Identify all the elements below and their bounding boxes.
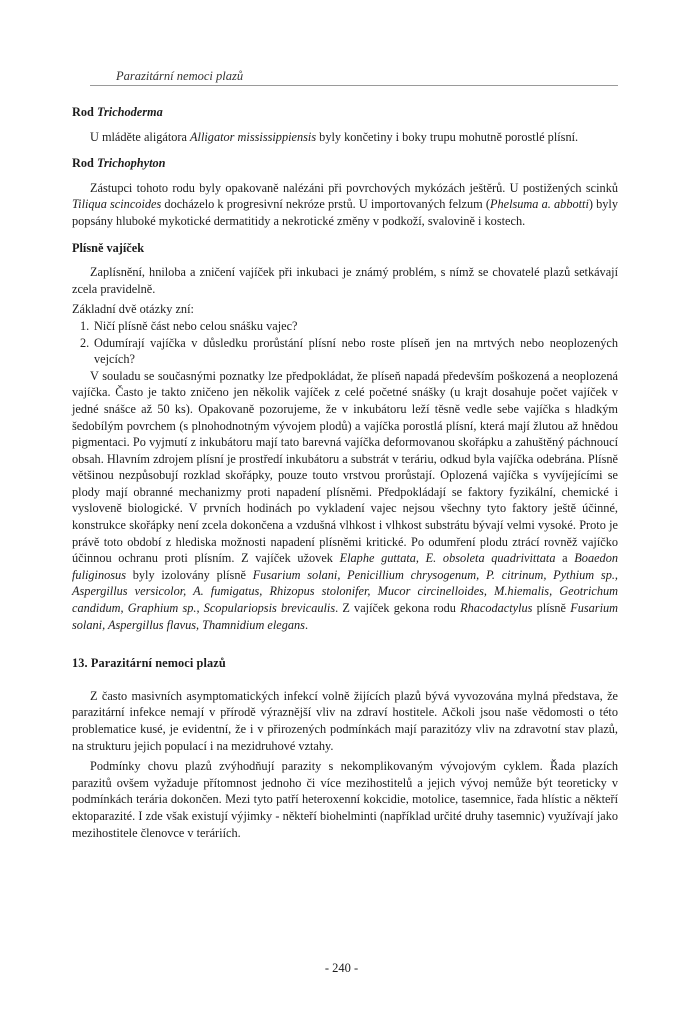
paragraph-chapter-2: Podmínky chovu plazů zvýhodňují parazity s nekomplikovaným vývojovým cyklem. Řada plazích parazitů ovšem vyžaduje přítomnost jednoho či více mezihostitelů a jejich vývoj nemůže být teoreticky v podmínkách terária dokončen. Mezi tyto patří heteroxenní kokcidie, motolice, tasemnice, řada hlístic a někteří ektoparazité. I zde však existují výjimky - někteří biohelminti (například určité druhy tasemnic) využívají jako mezihostitele členovce v teráriích. xyxy=(72,759,618,840)
text-run: U mláděte aligátora xyxy=(90,129,191,144)
paragraph-trichophyton xyxy=(72,180,618,230)
heading-genus: Trichoderma xyxy=(96,105,163,119)
species-name: Alligator mississippiensis xyxy=(190,129,317,144)
text-run: byly izolovány plísně xyxy=(125,567,253,582)
species-name: Phelsuma a. abbotti xyxy=(489,197,589,212)
paragraph-plisne-intro: Zaplísnění, hniloba a zničení vajíček při inkubaci je známý problém, s nímž se chovatelé plazů setkávají zcela pravidelně. xyxy=(72,265,618,296)
text-run: . Z vajíček gekona rodu xyxy=(335,601,461,616)
list-text: Odumírají vajíčka v důsledku prorůstání plísní nebo roste plíseň jen na mrtvých nebo neoplozených vejcích? xyxy=(94,335,618,367)
species-name: Fusarium solani, Penicillium chrysogenum, P. citrinum, Pythium sp., Aspergillus versicolor, A. fumigatus, Rhizopus stolonifer, Mucor circinelloides, M.hiemalis, Geotrichum candidum, Graphium sp., Scopulariopsis brevicaulis xyxy=(72,567,618,616)
text-run: . xyxy=(304,617,309,632)
paragraph-plisne-main xyxy=(72,368,618,634)
text-run: ) byly popsány hluboké mykotické dermatitidy a nekrotické změny v podkoží, svalovině i kostech. xyxy=(72,197,618,228)
list-number: 2. xyxy=(80,335,90,350)
species-name: Tiliqua scincoides xyxy=(72,197,162,212)
text-run: a xyxy=(555,551,575,566)
chapter-heading: 13. Parazitární nemoci plazů xyxy=(72,656,226,671)
list-text: Ničí plísně část nebo celou snášku vajec? xyxy=(94,318,298,333)
species-name: Fusarium solani, Aspergillus flavus, Thamnidium elegans xyxy=(72,601,619,632)
text-run: plísně xyxy=(532,601,571,616)
page-content xyxy=(72,104,618,841)
text-run: V souladu se současnými poznatky lze předpokládat, že plíseň napadá především poškozená a neoplozená vajíčka. Často je takto zničeno jen několik vajíček z celé početné snášky (u krajt dosahuje počet vajíček v jedné snášce až 50 ks). Opakovaně pozorujeme, že v inkubátoru leží těsně vedle sebe vajíčka s hladkým šedobílým povrchem (s plnohodnotným vývojem plodů) a vajíčka porostlá plísní, která mají žlutou až hnědou pigmentaci. Po vyjmutí z inkubátoru mají tato barevná vajíčka deformovanou skořápku a zahuštěný páchnoucí obsah. Hlavním zdrojem plísní je prostředí inkubátoru a substrát v teráriu, odkud byla vajíčka odebrána. Plísně většinou nezpůsobují rozklad skořápky, pouze touto vrstvou prorůstají. Oplozená vajíčka s vyvíjejícími se plody mají obranné mechanizmy proti napadení plísněmi. Předpokládají se faktory fyzikální, chemické i vysloveně biologické. V prvních hodinách po vykladení vajec nejsou všechny tyto faktory ještě účinné, konstrukce skořápky není zcela dokončena a vzdušná vlhkost i vlhkost substrátu bývají velmi vysoké. Proto je právě toto období z hlediska možnosti napadení plísněmi kritické. Po odumření plodu ztrácí rovněž vajíčko účinnou ochranu proti plísním. Z vajíček užovek xyxy=(72,368,618,566)
text-run: byly končetiny i boky trupu mohutně porostlé plísní. xyxy=(316,129,579,144)
heading-trichoderma xyxy=(72,104,618,121)
species-name: Rhacodactylus xyxy=(460,601,533,616)
heading-prefix: Rod xyxy=(72,105,97,119)
species-name: Elaphe guttata, E. obsoleta quadrivittata xyxy=(339,551,556,566)
paragraph-chapter-1: Z často masivních asymptomatických infekcí volně žijících plazů bývá vyvozována mylná představa, že parazitární infekce nemají v přírodě výraznější vliv na zdraví hostitele. Ačkoli jsou naše vědomosti o této problematice kusé, je evidentní, že i v přirozených podmínkách mají parazitózy vliv na zdravotní stav plazů, na strukturu jejich populací i na mezidruhové vztahy. xyxy=(72,688,618,753)
text-run: docházelo k progresivní nekróze prstů. U importovaných felzum ( xyxy=(161,197,490,212)
list-item xyxy=(80,335,618,368)
text-run: Zástupci tohoto rodu byly opakovaně nalézáni při povrchových mykózách ještěrů. U postižených scinků xyxy=(90,180,618,195)
heading-genus: Trichophyton xyxy=(96,156,166,171)
list-item xyxy=(80,318,618,335)
species-name: Boaedon fuliginosus xyxy=(72,551,618,582)
page-number: - 240 - xyxy=(324,961,359,975)
heading-trichophyton xyxy=(72,155,618,172)
questions-list xyxy=(72,318,618,368)
running-head-title: Parazitární nemoci plazů xyxy=(116,69,244,83)
heading-plisne-vajicek: Plísně vajíček xyxy=(72,240,145,255)
running-head xyxy=(90,68,618,86)
paragraph-questions-intro: Základní dvě otázky zní: xyxy=(72,302,194,317)
heading-prefix: Rod xyxy=(72,156,97,171)
list-number: 1. xyxy=(80,318,90,333)
paragraph-trichoderma xyxy=(72,129,618,146)
